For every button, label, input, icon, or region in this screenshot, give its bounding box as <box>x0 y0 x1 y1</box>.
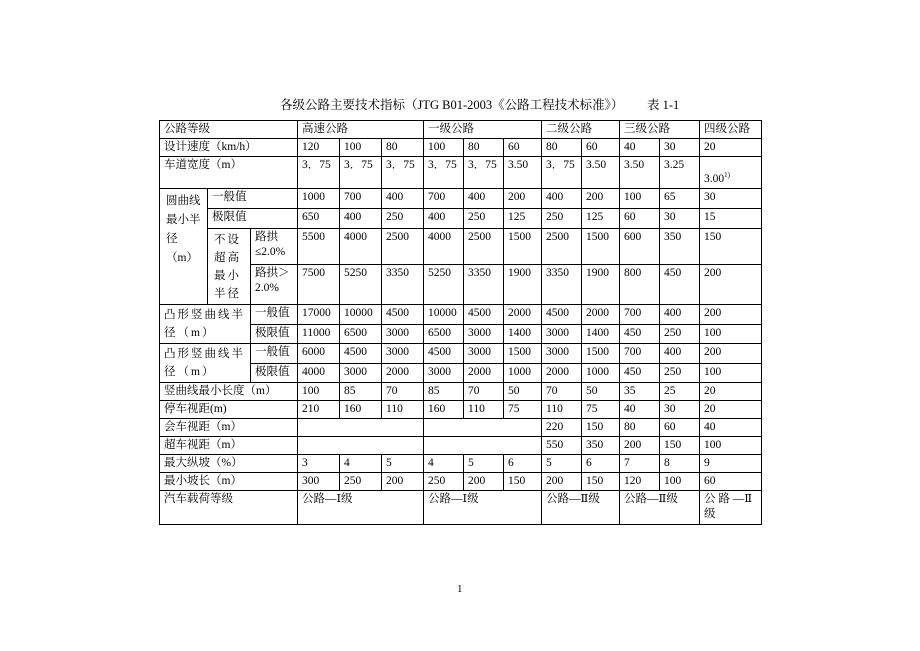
table-cell: 5250 <box>424 265 464 305</box>
table-cell: 2000 <box>504 305 542 325</box>
table-cell: 150 <box>504 473 542 491</box>
table-cell: 1500 <box>504 344 542 364</box>
table-cell: 250 <box>660 363 700 383</box>
table-cell: 400 <box>660 305 700 325</box>
table-cell: 450 <box>660 265 700 305</box>
table-cell: 400 <box>424 209 464 229</box>
table-cell: 80 <box>464 139 504 157</box>
table-cell: 60 <box>504 139 542 157</box>
table-cell: 120 <box>298 139 340 157</box>
table-cell: 100 <box>700 324 762 344</box>
table-cell: 200 <box>464 473 504 491</box>
table-cell: 700 <box>620 344 660 364</box>
table-cell: 5 <box>382 455 424 473</box>
table-cell: 4000 <box>424 229 464 265</box>
table-cell: 350 <box>582 437 620 455</box>
table-cell: 100 <box>700 437 762 455</box>
table-cell: 3．75 <box>340 157 382 189</box>
table-row <box>160 157 762 189</box>
table-cell: 150 <box>582 473 620 491</box>
table-cell: 3000 <box>542 324 582 344</box>
table-cell: 1400 <box>504 324 542 344</box>
header-cell: 二级公路 <box>542 121 620 139</box>
table-cell: 3．75 <box>424 157 464 189</box>
table-cell: 250 <box>382 209 424 229</box>
table-title: 各级公路主要技术指标（JTG B01-2003《公路工程技术标准》） <box>280 98 624 112</box>
header-cell: 三级公路 <box>620 121 700 139</box>
table-row <box>160 344 762 364</box>
table-cell: 60 <box>582 139 620 157</box>
table-cell: 650 <box>298 209 340 229</box>
table-row <box>160 305 762 325</box>
table-cell: 30 <box>660 139 700 157</box>
table-cell: 40 <box>620 401 660 419</box>
table-cell: 3．75 <box>382 157 424 189</box>
table-cell: 4500 <box>424 344 464 364</box>
table-cell: 3000 <box>382 344 424 364</box>
table-cell: 7500 <box>298 265 340 305</box>
table-cell: 1900 <box>504 265 542 305</box>
table-row <box>160 121 762 139</box>
table-cell: 400 <box>382 189 424 209</box>
table-cell: 2500 <box>464 229 504 265</box>
table-cell: 公路—Ⅱ级 <box>542 491 620 525</box>
table-cell: 100 <box>620 189 660 209</box>
table-row <box>160 419 762 437</box>
table-cell: 600 <box>620 229 660 265</box>
table-cell: 60 <box>660 419 700 437</box>
table-cell: 3000 <box>424 363 464 383</box>
row-sublabel: 路拱≤2.0% <box>251 229 298 265</box>
header-cell: 一级公路 <box>424 121 542 139</box>
table-cell: 300 <box>298 473 340 491</box>
spec-table <box>159 120 762 525</box>
row-label: 停车视距(m) <box>160 401 298 419</box>
table-cell: 2500 <box>382 229 424 265</box>
table-cell: 7 <box>620 455 660 473</box>
table-cell: 100 <box>298 383 340 401</box>
table-cell: 4000 <box>298 363 340 383</box>
row-sublabel: 一般值 <box>208 189 298 209</box>
table-cell: 3.50 <box>620 157 660 189</box>
table-cell: 30 <box>660 401 700 419</box>
row-label: 会车视距（m） <box>160 419 298 437</box>
table-cell: 3000 <box>464 324 504 344</box>
table-cell: 5 <box>464 455 504 473</box>
table-cell: 700 <box>424 189 464 209</box>
table-cell: 3000 <box>340 363 382 383</box>
table-cell: 110 <box>542 401 582 419</box>
row-label: 汽车载荷等级 <box>160 491 298 525</box>
table-cell: 3350 <box>542 265 582 305</box>
table-row <box>160 189 762 209</box>
table-cell: 400 <box>660 344 700 364</box>
table-cell: 80 <box>542 139 582 157</box>
row-sublabel: 极限值 <box>208 209 298 229</box>
table-cell: 9 <box>700 455 762 473</box>
table-cell: 200 <box>542 473 582 491</box>
table-cell <box>298 419 424 437</box>
table-cell: 800 <box>620 265 660 305</box>
table-cell: 250 <box>542 209 582 229</box>
table-cell: 110 <box>464 401 504 419</box>
table-cell: 200 <box>504 189 542 209</box>
table-cell: 1400 <box>582 324 620 344</box>
table-cell: 4500 <box>340 344 382 364</box>
row-label: 超车视距（m） <box>160 437 298 455</box>
table-row <box>160 455 762 473</box>
table-cell: 3.50 <box>582 157 620 189</box>
table-cell: 4500 <box>382 305 424 325</box>
table-cell: 8 <box>660 455 700 473</box>
table-cell: 40 <box>620 139 660 157</box>
table-cell: 10000 <box>340 305 382 325</box>
table-cell: 150 <box>582 419 620 437</box>
table-cell: 1000 <box>504 363 542 383</box>
table-cell: 1500 <box>582 229 620 265</box>
table-cell: 2000 <box>382 363 424 383</box>
table-cell: 2500 <box>542 229 582 265</box>
row-sublabel: 路拱＞2.0% <box>251 265 298 305</box>
table-cell <box>700 157 762 189</box>
table-cell: 200 <box>700 344 762 364</box>
row-sublabel: 极限值 <box>251 363 298 383</box>
table-cell: 15 <box>700 209 762 229</box>
table-cell: 3000 <box>382 324 424 344</box>
table-cell: 70 <box>382 383 424 401</box>
table-cell: 150 <box>660 437 700 455</box>
table-cell: 5 <box>542 455 582 473</box>
table-row <box>160 473 762 491</box>
table-cell: 3350 <box>382 265 424 305</box>
table-row <box>160 265 762 305</box>
table-cell: 250 <box>464 209 504 229</box>
table-cell: 1500 <box>504 229 542 265</box>
page-number: 1 <box>457 583 463 595</box>
table-cell: 30 <box>700 189 762 209</box>
table-cell: 6500 <box>340 324 382 344</box>
table-cell: 20 <box>700 139 762 157</box>
table-cell: 75 <box>582 401 620 419</box>
table-cell: 6000 <box>298 344 340 364</box>
table-cell: 1000 <box>298 189 340 209</box>
table-cell: 160 <box>340 401 382 419</box>
table-cell: 700 <box>340 189 382 209</box>
header-cell: 高速公路 <box>298 121 424 139</box>
table-cell: 1900 <box>582 265 620 305</box>
table-cell: 2000 <box>582 305 620 325</box>
table-cell: 10000 <box>424 305 464 325</box>
table-row <box>160 491 762 525</box>
table-cell: 2000 <box>542 363 582 383</box>
row-label: 凸形竖曲线半径（m） <box>160 344 251 383</box>
table-cell: 80 <box>620 419 660 437</box>
footnote-marker: 1) <box>724 171 731 180</box>
table-cell: 100 <box>660 473 700 491</box>
table-cell: 17000 <box>298 305 340 325</box>
table-cell: 5250 <box>340 265 382 305</box>
table-cell: 550 <box>542 437 582 455</box>
row-label: 圆曲线最小半径（m） <box>160 189 208 305</box>
table-cell: 200 <box>382 473 424 491</box>
table-cell: 160 <box>424 401 464 419</box>
table-cell: 20 <box>700 383 762 401</box>
table-body <box>160 121 762 525</box>
table-cell: 3.25 <box>660 157 700 189</box>
table-cell: 3．75 <box>542 157 582 189</box>
table-cell: 公路—Ⅰ级 <box>298 491 424 525</box>
table-row <box>160 363 762 383</box>
table-cell: 450 <box>620 363 660 383</box>
table-cell: 200 <box>620 437 660 455</box>
table-cell: 110 <box>382 401 424 419</box>
table-cell: 120 <box>620 473 660 491</box>
table-cell: 60 <box>700 473 762 491</box>
table-cell: 125 <box>504 209 542 229</box>
table-cell: 150 <box>700 229 762 265</box>
table-cell: 220 <box>542 419 582 437</box>
cell-value: 3.00 <box>704 173 725 185</box>
table-cell: 4 <box>424 455 464 473</box>
table-row <box>160 401 762 419</box>
table-cell: 3000 <box>464 344 504 364</box>
table-cell: 100 <box>340 139 382 157</box>
header-cell: 公路等级 <box>160 121 298 139</box>
table-cell: 40 <box>700 419 762 437</box>
table-cell: 200 <box>700 305 762 325</box>
row-label: 设计速度（km/h） <box>160 139 298 157</box>
table-cell: 100 <box>700 363 762 383</box>
table-cell: 210 <box>298 401 340 419</box>
table-cell: 公路—Ⅰ级 <box>424 491 542 525</box>
table-cell: 400 <box>542 189 582 209</box>
row-label: 竖曲线最小长度（m） <box>160 383 298 401</box>
table-cell: 6500 <box>424 324 464 344</box>
row-sublabel: 极限值 <box>251 324 298 344</box>
table-cell: 公 路 —Ⅱ级 <box>700 491 762 525</box>
row-label: 凸形竖曲线半径（m） <box>160 305 251 344</box>
table-cell: 70 <box>464 383 504 401</box>
row-label: 最小坡长（m） <box>160 473 298 491</box>
table-cell: 5500 <box>298 229 340 265</box>
table-cell: 65 <box>660 189 700 209</box>
table-cell: 20 <box>700 401 762 419</box>
table-cell: 450 <box>620 324 660 344</box>
row-sublabel: 一般值 <box>251 305 298 325</box>
table-cell: 50 <box>504 383 542 401</box>
table-cell: 70 <box>542 383 582 401</box>
table-cell <box>424 437 542 455</box>
table-cell <box>424 419 542 437</box>
table-cell: 3350 <box>464 265 504 305</box>
table-cell: 80 <box>382 139 424 157</box>
table-cell: 3000 <box>542 344 582 364</box>
table-cell: 3．75 <box>464 157 504 189</box>
table-cell: 125 <box>582 209 620 229</box>
table-cell: 50 <box>582 383 620 401</box>
table-cell: 400 <box>464 189 504 209</box>
table-cell: 4000 <box>340 229 382 265</box>
row-label: 最大纵坡（%） <box>160 455 298 473</box>
table-cell: 4 <box>340 455 382 473</box>
table-cell: 1500 <box>582 344 620 364</box>
table-cell <box>298 437 424 455</box>
table-cell: 3.50 <box>504 157 542 189</box>
table-cell: 350 <box>660 229 700 265</box>
table-cell: 200 <box>582 189 620 209</box>
table-cell: 75 <box>504 401 542 419</box>
table-cell: 25 <box>660 383 700 401</box>
table-cell: 3 <box>298 455 340 473</box>
table-row <box>160 383 762 401</box>
table-cell: 250 <box>424 473 464 491</box>
table-row <box>160 324 762 344</box>
table-cell: 85 <box>340 383 382 401</box>
table-cell: 60 <box>620 209 660 229</box>
row-sublabel: 不设超高最小半径 <box>208 229 251 305</box>
table-cell: 30 <box>660 209 700 229</box>
table-cell: 4500 <box>542 305 582 325</box>
table-row <box>160 209 762 229</box>
table-cell: 85 <box>424 383 464 401</box>
table-cell: 250 <box>340 473 382 491</box>
row-label: 车道宽度（m） <box>160 157 298 189</box>
table-cell: 2000 <box>464 363 504 383</box>
table-cell: 100 <box>424 139 464 157</box>
table-cell: 700 <box>620 305 660 325</box>
table-cell: 4500 <box>464 305 504 325</box>
row-sublabel: 一般值 <box>251 344 298 364</box>
table-cell: 35 <box>620 383 660 401</box>
table-row <box>160 437 762 455</box>
table-cell: 6 <box>582 455 620 473</box>
table-cell: 1000 <box>582 363 620 383</box>
table-number: 表 1-1 <box>647 98 680 112</box>
header-cell: 四级公路 <box>700 121 762 139</box>
table-cell: 11000 <box>298 324 340 344</box>
table-cell: 6 <box>504 455 542 473</box>
table-cell: 公路—Ⅱ级 <box>620 491 700 525</box>
table-row <box>160 139 762 157</box>
table-row <box>160 229 762 265</box>
table-cell: 3．75 <box>298 157 340 189</box>
table-cell: 200 <box>700 265 762 305</box>
table-cell: 250 <box>660 324 700 344</box>
table-cell: 400 <box>340 209 382 229</box>
